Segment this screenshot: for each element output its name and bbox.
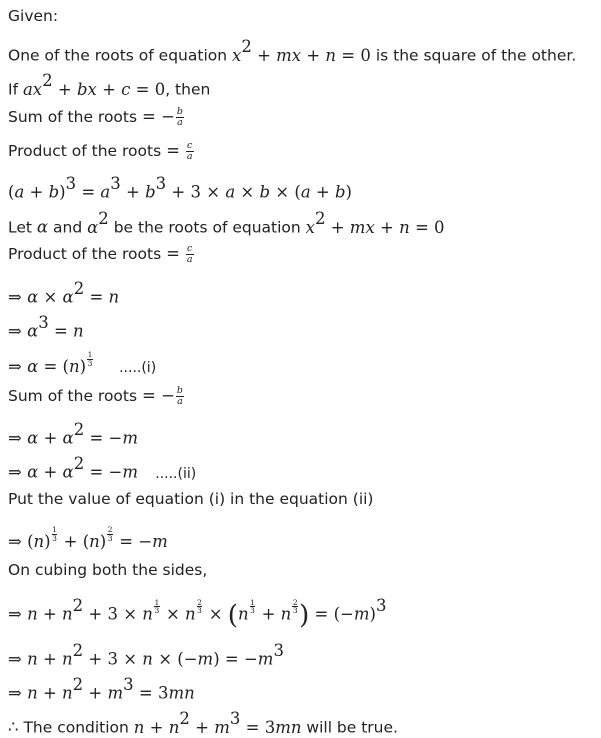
sum-formula-line-2: Sum of the roots = − $\frac{b}{a}$ (8, 385, 184, 407)
substitution-step: ⇒ (n) $\frac{1}{3}$ + (n) $\frac{2}{3}$ = −m (8, 525, 168, 551)
if-text: If (8, 80, 19, 99)
general-equation: $ax^2$ + bx + c = 0 (22, 71, 166, 99)
fraction-c-over-a: $\frac{c}{a}$ (186, 140, 193, 162)
then-text: , then (165, 80, 211, 99)
product-formula-line-2: Product of the roots = $\frac{c}{a}$ (8, 243, 193, 265)
general-equation-line (8, 73, 210, 100)
and-text: and (53, 218, 83, 237)
product-text: Product of the roots (8, 142, 162, 160)
statement-pre: One of the roots of equation (8, 46, 228, 65)
cubing-step-3: ⇒ $n + n^2 + m^3 = 3mn$ (8, 675, 195, 703)
therefore-symbol: ∴ (8, 717, 19, 737)
conclusion-line: ∴ The condition $n + n^2 + m^3 = 3mn$ will be true. (8, 709, 398, 737)
product-step-1: ⇒ $\alpha \times \alpha^2 = n$ (8, 279, 120, 307)
given-label: Given: (8, 7, 59, 25)
let-roots-line: Let α and $\alpha^2$ be the roots of equation $x^2$ + mx + n = 0 (8, 209, 445, 237)
equation-ii-tag: .....(ii) (155, 465, 197, 482)
sum-step-2: ⇒ $\alpha + \alpha^2 = -m$ .....(ii) (8, 454, 197, 482)
conclusion-post: will be true. (306, 718, 398, 737)
product-formula-line: Product of the roots = $\frac{c}{a}$ (8, 140, 193, 162)
sum-formula-line: Sum of the roots = − $\frac{b}{a}$ (8, 106, 184, 128)
let-text: Let (8, 218, 32, 237)
statement-line (8, 39, 576, 66)
conclusion-pre: The condition (23, 718, 129, 737)
product-step-2: ⇒ $\alpha^3 = n$ (8, 313, 84, 341)
sum-text: Sum of the roots (8, 108, 138, 126)
sum-step-1: ⇒ $\alpha + \alpha^2 = -m$ (8, 420, 138, 448)
equation-main: $x^2$ + mx + n = 0 (232, 37, 371, 65)
product-step-3: ⇒ α = (n) $\frac{1}{3}$ .....(i) (8, 350, 157, 376)
statement-post: is the square of the other. (375, 46, 577, 65)
cubing-line: On cubing both the sides, (8, 561, 208, 579)
equation-i-tag: .....(i) (119, 360, 157, 376)
fraction-b-over-a: $\frac{b}{a}$ (176, 106, 184, 128)
cubing-step-2: ⇒ $n + n^2 + 3 \times n \times (-m) = -m^3$ (8, 641, 284, 669)
put-value-line: Put the value of equation (i) in the equation (ii) (8, 490, 374, 508)
cubing-step-1: ⇒ $n + n^2 + 3 \times n$ $\frac{1}{3}$ × n $\frac{2}{3}$ × (n $\frac{1}{3}$ + n $\frac{2}{3}$ ) = $(-m)^3$ (8, 596, 387, 631)
roots-text: be the roots of equation (113, 218, 301, 237)
cube-identity-line: $(a + b)^3 = a^3 + b^3 + 3 \times a \times b \times (a + b)$ (8, 174, 352, 202)
